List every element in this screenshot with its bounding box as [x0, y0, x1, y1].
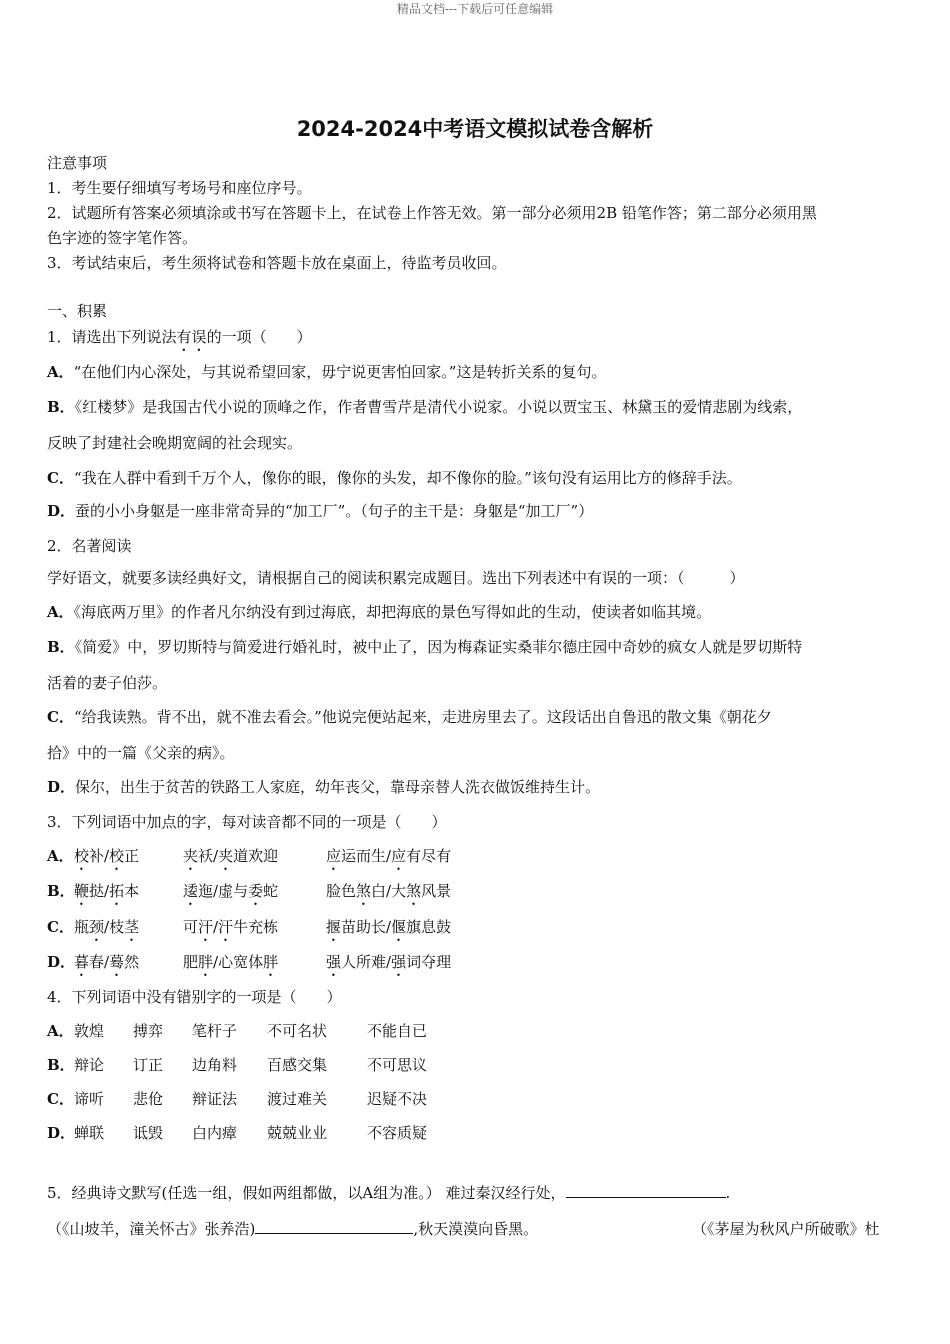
emphasized-char: 委: [248, 882, 264, 900]
q4-stem: 4．下列词语中没有错别字的一项是（ ）: [47, 988, 342, 1006]
word-text: 瓶: [74, 918, 90, 936]
word-pair: [74, 845, 139, 874]
q2-option-a: A．《海底两万里》的作者凡尔纳没有到过海底，却把海底的景色写得如此的生动，使读者如临其境。: [47, 603, 712, 621]
q1-option-b: B．《红楼梦》是我国古代小说的顶峰之作，作者曹雪芹是清代小说家。小说以贾宝玉、林黛玉的爱情悲剧为线索，: [47, 398, 803, 416]
emphasized-char: 煞: [406, 882, 422, 900]
word-text: 脸色: [326, 882, 357, 900]
emphasized-char: 夹: [218, 847, 234, 865]
word-text: 补/: [89, 847, 110, 865]
word-pair: [183, 916, 278, 945]
q2-intro: 学好语文，就要多读经典好文，请根据自己的阅读积累完成题目。选出下列表述中有误的一项：（ ）: [47, 569, 745, 587]
word-pair: [326, 916, 451, 945]
word-pair: [326, 880, 451, 909]
word-pair: [74, 951, 139, 980]
emphasized-char: 汗: [198, 918, 214, 936]
word-pair: [183, 951, 278, 980]
word: 谛听: [74, 1090, 105, 1108]
word-text: 道欢迎: [233, 847, 279, 865]
option-label: D．: [47, 1124, 76, 1142]
word: 辩论: [74, 1056, 105, 1074]
emphasized-char: 胖: [263, 953, 279, 971]
emphasized-char: 应: [326, 847, 342, 865]
word: 不可思议: [367, 1056, 428, 1074]
q1-option-a: A．“在他们内心深处，与其说希望回家，毋宁说更害怕回家。”这是转折关系的复句。: [47, 363, 607, 381]
notice-item-1: 1．考生要仔细填写考场号和座位序号。: [47, 179, 312, 197]
word-text: 正: [124, 847, 140, 865]
word-text: 肥: [183, 953, 199, 971]
word: 兢兢业业: [267, 1124, 328, 1142]
emphasized-char: 汗: [218, 918, 234, 936]
emphasized-char: 颈: [89, 918, 105, 936]
word: 诋毁: [133, 1124, 164, 1142]
word: 蝉联: [74, 1124, 105, 1142]
word: 迟疑不决: [367, 1090, 428, 1108]
option-label: B．: [47, 882, 75, 900]
word-text: 人所难/: [341, 953, 392, 971]
emphasized-char: 拓: [109, 882, 125, 900]
q1-stem-start: 1．请选出下列说法: [47, 328, 177, 346]
word: 搏弈: [133, 1022, 164, 1040]
word: 敦煌: [74, 1022, 105, 1040]
emphasized-char: 校: [74, 847, 90, 865]
q2-stem: 2．名著阅读: [47, 537, 132, 555]
word-text: 词夺理: [406, 953, 452, 971]
emphasized-char: 煞: [356, 882, 372, 900]
word-text: 苗助长/: [341, 918, 392, 936]
emphasized-char: 鞭: [74, 882, 90, 900]
emphasized-char: 偃: [391, 918, 407, 936]
word-text: 然: [124, 953, 140, 971]
emphasized-char: 茎: [124, 918, 140, 936]
q2-option-c: C．“给我读熟。背不出，就不准去看会。”他说完便站起来，走进房里去了。这段话出自鲁迅的散文集《朝花夕: [47, 708, 772, 726]
word-pair: [74, 916, 139, 945]
option-label: B．: [47, 1056, 75, 1074]
word-text: /心宽体: [213, 953, 264, 971]
word-pair: [183, 880, 278, 909]
answer-blank[interactable]: [566, 1183, 726, 1198]
word-text: 白/大: [371, 882, 407, 900]
option-label: A．: [47, 1022, 74, 1040]
option-label: C．: [47, 918, 74, 936]
word: 订正: [133, 1056, 164, 1074]
word-pair: [183, 845, 278, 874]
emphasized-char: 揠: [326, 918, 342, 936]
notice-heading: 注意事项: [47, 154, 108, 172]
word-text: 蛇: [263, 882, 279, 900]
page-header: 精品文档---下载后可任意编辑: [396, 2, 554, 16]
section-heading: 一、积累: [47, 302, 108, 320]
q5-line-1: 5．经典诗文默写(任选一组，假如两组都做，以A组为准。） 难过秦汉经行处， .: [47, 1184, 731, 1202]
notice-item-3: 3．考试结束后，考生须将试卷和答题卡放在桌面上，待监考员收回。: [47, 254, 507, 272]
word: 渡过难关: [267, 1090, 328, 1108]
word-pair: [326, 951, 451, 980]
q1-stem-emphasis: 有误: [176, 328, 207, 346]
word: 笔杆子: [192, 1022, 238, 1040]
q2-option-c-cont: 拾》中的一篇《父亲的病》。: [47, 744, 235, 762]
word: 不可名状: [267, 1022, 328, 1040]
word-text: 袄/: [198, 847, 219, 865]
word: 边角料: [192, 1056, 238, 1074]
q2-option-b-cont: 活着的妻子伯莎。: [47, 674, 168, 692]
word-pair: [74, 880, 139, 909]
word-text: 风景: [421, 882, 452, 900]
notice-item-2-cont: 色字迹的签字笔作答。: [47, 229, 198, 247]
option-label: C．: [47, 1090, 74, 1108]
word-text: 挞/: [89, 882, 110, 900]
word: 悲伧: [133, 1090, 164, 1108]
word: 白内瘴: [192, 1124, 238, 1142]
q2-option-d: D．保尔，出生于贫苦的铁路工人家庭，幼年丧父，靠母亲替人洗衣做饭维持生计。: [47, 778, 601, 796]
emphasized-char: 暮: [74, 953, 90, 971]
word-text: 本: [124, 882, 140, 900]
word-text: 旗息鼓: [406, 918, 452, 936]
word-text: 运而生/: [341, 847, 392, 865]
q3-stem: 3．下列词语中加点的字，每对读音都不同的一项是（ ）: [47, 813, 447, 831]
q1-option-b-cont: 反映了封建社会晚期宽阔的社会现实。: [47, 434, 303, 452]
word: 百感交集: [267, 1056, 328, 1074]
answer-blank[interactable]: [255, 1219, 413, 1234]
emphasized-char: 应: [391, 847, 407, 865]
word-text: 牛充栋: [233, 918, 279, 936]
word-text: 有尽有: [406, 847, 452, 865]
word-text: 迤/虚与: [198, 882, 249, 900]
notice-item-2: 2．试题所有答案必须填涂或书写在答题卡上，在试卷上作答无效。第一部分必须用2B 铅笔作答；第二部分必须用黑: [47, 204, 817, 222]
emphasized-char: 逶: [183, 882, 199, 900]
word-text: 可: [183, 918, 199, 936]
emphasized-char: 强: [326, 953, 342, 971]
word: 不容质疑: [367, 1124, 428, 1142]
q1-option-c: C．“我在人群中看到千万个人，像你的眼，像你的头发，却不像你的脸。”该句没有运用比方的修辞手法。: [47, 469, 742, 487]
q1-option-d: D．蚕的小小身躯是一座非常奇异的“加工厂”。（句子的主干是：身躯是“加工厂”）: [47, 502, 594, 520]
q1-stem-end: 的一项（ ）: [206, 328, 312, 346]
emphasized-char: 胖: [198, 953, 214, 971]
option-label: D．: [47, 953, 76, 971]
word-pair: [326, 845, 451, 874]
word-text: /: [213, 918, 219, 936]
q1-stem: [47, 326, 312, 355]
option-label: A．: [47, 847, 74, 865]
word: 辩证法: [192, 1090, 238, 1108]
q5-line-2: （《山坡羊，潼关怀古》张养浩) ,秋天漠漠向昏黑。: [47, 1220, 539, 1238]
emphasized-char: 校: [109, 847, 125, 865]
emphasized-char: 强: [391, 953, 407, 971]
emphasized-char: 蓦: [109, 953, 125, 971]
q5-line-2-source: （《茅屋为秋风户所破歌》杜: [692, 1220, 880, 1238]
word-text: /枝: [104, 918, 125, 936]
word-text: 春/: [89, 953, 110, 971]
q2-option-b: B．《简爱》中，罗切斯特与简爱进行婚礼时，被中止了，因为梅森证实桑菲尔德庄园中奇妙的疯女人就是罗切斯特: [47, 638, 803, 656]
page-title: 2024-2024中考语文模拟试卷含解析: [296, 117, 654, 141]
word: 不能自已: [367, 1022, 428, 1040]
emphasized-char: 夹: [183, 847, 199, 865]
